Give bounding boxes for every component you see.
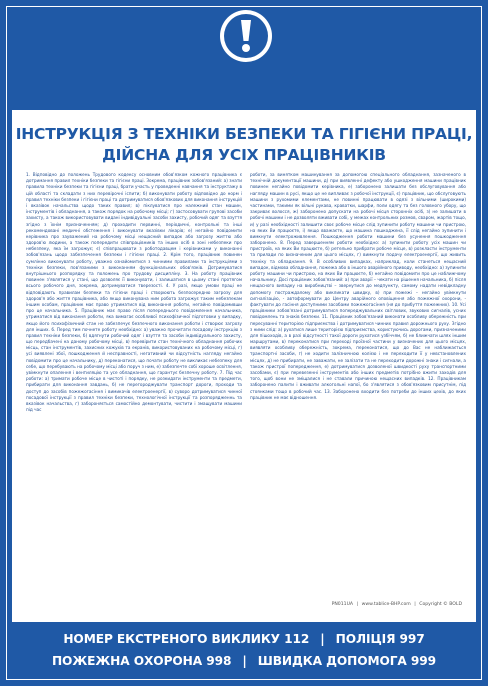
left-column: [26, 172, 242, 592]
emergency-row-1: [0, 632, 488, 646]
sheet-meta: [330, 602, 462, 607]
right-column: [250, 172, 466, 592]
poster-header: [0, 0, 488, 118]
emergency-row-2: [0, 654, 488, 668]
emergency-number: НОМЕР ЕКСТРЕНОГО ВИКЛИКУ 112: [63, 632, 310, 646]
instruction-body: [26, 172, 466, 592]
emergency-numbers: [0, 622, 488, 686]
product-code: PN011UA: [331, 602, 354, 607]
police-number: ПОЛІЦІЯ 997: [335, 632, 425, 646]
exclamation-icon: [218, 8, 274, 64]
copyright-text: Copyright © BOLD: [419, 602, 462, 607]
instruction-sheet: [12, 110, 476, 622]
title-line-1: ІНСТРУКЦІЯ З ТЕХНІКИ БЕЗПЕКИ ТА ГІГІЄНИ ПРАЦІ,: [15, 125, 473, 143]
instruction-title: [12, 124, 476, 166]
left-column-text: 1. Відповідно до положень Трудового кодексу основним обов'язком кожного працівника є дотримання правил техніки безпеки та гігієни праці. Зокрема, працівник зобов'язаний: а) знати правила техніки безпеки та гігієни праці, брати участь у проведенні навчання та інструктажу в цій області та складати з них перевірочні іспити; б) виконувати роботу відповідно до норм і правил техніки безпеки і гігієни праці та дотримуватися обов'язкових для виконання інструкцій і вказівок начальства щодо таких правил; в) піклуватися про належний стан машин, інструментів і обладнання, а також порядок на робочому місці; г) застосовувати групові засоби захисту, а також використовувати видані індивідуальні засоби захисту, робочий одяг та взуття згідно з їхнім призначенням; д) проходити первинні, періодичні, контрольні та інші рекомендовані медичні обстеження і виконувати вказівки лікарів; е) негайно повідомити керівника про зауважений на робочому місці нещасний випадок або загрозу життю або здоров'ю людини, а також попередити співпрацівників та інших осіб в зоні небезпеки про небезпеку, яка їм загрожує; є) співпрацювати з роботодавцем і керівниками у виконанні зобов'язань щодо забезпечення безпеки і гігієни праці. 2. Крім того, працівник повинен сумлінно виконувати роботу, уважно ознайомитися з чинними правилами та інструкціями з техніки безпеки, пов'язаними з виконанням функціональних обов'язків. Дотримуватися внутрішнього розпорядку та положень про трудову дисципліну. 3. На роботу працівник повинен з'являтися у стані, що дозволяє її виконувати, і залишатися в цьому стані протягом всього робочого дня, зокрема, дотримуватися тверезості. 4. У разі, якщо умови праці не відповідають правилам безпеки та гігієни праці і створюють безпосередню загрозу для здоров'я або життя працівника, або якщо виконувана ним робота загрожує таким небезпекам іншим особам, працівник має право утриматися від виконання роботи, негайно повідомивши про це начальника. 5. Працівник має право після попереднього повідомлення начальника, утриматися від виконання роботи, яка вимагає особливої психофізичної підготовки у випадку, якщо його психофізичний стан не забезпечує безпечного виконання роботи і створює загрозу для інших. 6. Перед тим почнете роботу необхідно: а) уважно прочитати посадову інструкцію з правил техніки безпеки, б) вдягнути робочий одяг і взуття та засоби індивідуального захисту, що передбачені на даному робочому місці, в) перевірити стан технічного обладнання робочих місць, стан інструментів, захисних кожухів та екранів, використовуваних на робочому місці, г) усі виявлені збої, пошкодження й несправності, негативний чи відсутність нагляду негайно повідомити про це начальнику, д) переконатися, що почати роботу не викликає небезпеку для себе, що перебувають на робочому місці або поруч з ним, е) забезпечте собі хороше освітлення, увімкнути опалення і вентиляцію та усе обладнання, що гарантує безпечну роботу. 7. Під час роботи: а) тримати робоче місце в чистоті і порядку, не розкидати інструменти та предмети, прибирати для виконання завдань, б) не перегороджувати транспорт дороги, проходи та доступ до засобів пожежогасіння і вимикачів електроенергії, в) суворо дотримуватися чинної посадової інструкції з правил техніки безпеки, технологічної інструкції та розпорядженнь та вказівок начальства, г) забороняється самостійно демонтувати, чистити і змащувати машини під час: [26, 172, 242, 413]
title-line-2: ДІЙСНА ДЛЯ УСІХ ПРАЦІВНИКІВ: [102, 146, 386, 164]
website-text: www.tablice-BHP.com: [361, 602, 411, 607]
footer-separator: |: [242, 654, 247, 668]
footer-separator: |: [320, 632, 325, 646]
ambulance-number: ШВИДКА ДОПОМОГА 999: [257, 654, 437, 668]
fire-number: ПОЖЕЖНА ОХОРОНА 998: [51, 654, 232, 668]
right-column-text: роботи, за винятком машинування за допомогою спеціального обладнання, зазначеного в технічній документації машини, д) при виявленні дефекту або ушкодження машини працівник повинен негайно повідомити керівника, е) заборонено залишати без обслуговування або нагляду машин в русі, якщо це не випливає з робочої інструкції, є) працівник, що обслуговують машини з рухомими елементами, не повинні працювати в одязі з вільними (широкими) частинами, такими як вільні рукава, краватки, шарфи, поли одягу та без головного убору, що закриває волосся, ж) заборонено допускати на робочі місця сторонніх осіб, з) не залишати в робочі машини і не дозволяти вживати собі, у межах контрольних розмов, сваром, жартів тощо, и) у разі необхідності залишити своє робоче місце слід зупинити роботу машини чи пристрою, на яких Ви працюєте, і) якщо вважаєте, що машина пошкоджена, її слід негайно зупинити і вимкнути електроживлення. Пошкодження роботи машини без усунення пошкодження заборонено. 8. Перед завершенням роботи необхідно: а) зупинити роботу усіх машин чи пристроїв, на яких Ви працюєте, б) ретельно прибрати робоче місце, в) розкласти інструменти та прилади по визначеним для цього місцях, г) вимкнути подачу електроенергії, що живить техніку та обладнання. 9. В особливих випадках, наприклад, коли станеться нещасний випадок, відмова обладнання, пожежа або в іншого аварійного приводу, необхідно: а) зупинити роботу машини чи пристрою, на яких Ви працюєте, б) негайно повідомити про це наближчому начальнику. Досі працівник зобов'язаний: а) при аварії – чекати на рішення начальника, б) після нещасного випадку на виробництві – звернутися до медпункту, самому надати невідкладну допомогу постраждалому або викликати швидку, в) при пожежі – негайно увімкнути сигналізацію, - автоформувати до Центру аварійного оповіщення або пожежної охорони, - фактувати до гасіння доступними засобами пожежогасіння (ня до прибуття пожежних). 10. Усі працівники зобов'язані дотримуватися попереджувальних світлових, звукових сигналів, усних повідомлень та знаків безпеки. 11. Працівник зобов'язаний виконати особливу обережність при пересуванні територією підприємства і дотримуватися чинних правил дорожнього руху. Згідно з ними слід: а) рухатися лише територією підприємства, користуючись дорогами, призначеними для пішоходів, а в разі відсутності такої дороги рухатися узбіччям, б) не ближчати шлях іншим маршрутами, в) переконатися при переході проїзної частини у визначених для цього місцях, виявляти особливу обережність, зокрема, переконатися, що до Вас не наближається транспортні засоби, г) не ходити залізничною колією і не переходити її у невстановлених місцях, д) не прибирати, не заважати, не залізати та не переходити дорожні знаки і сигнали, а також пристрої попередження, е) дотримуватися дозволеної швидкості руху транспортними засобами, є) при перевезенні інструментів або інших предметів потрібно вжити заходів для того, щоб вони не зміщалися і не ставали причиною нещасних випадків. 12. Працівникам заборонено палити і вживати алкогольні напої, бо з'являтися з обов'язковим присутнім, під стоянками тощо в робочий час. 13. Заборонено входити без потреби до інших цехів, до яких працівник не має відношення.: [250, 172, 466, 400]
meta-separator: |: [356, 602, 359, 607]
meta-separator: |: [414, 602, 416, 607]
